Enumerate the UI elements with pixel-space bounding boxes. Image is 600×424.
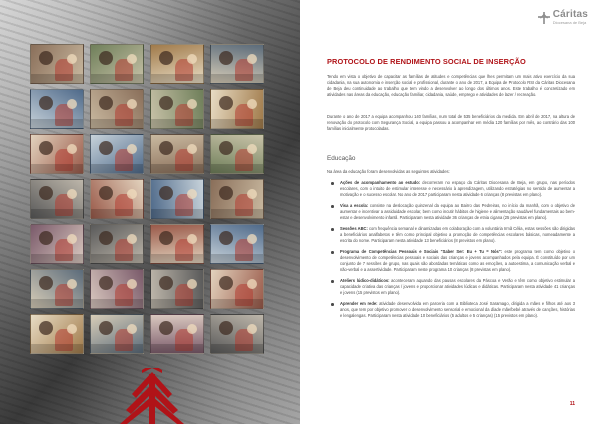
collage-photo: [210, 89, 264, 129]
collage-photo: [30, 44, 84, 84]
caritas-cross-icon: [538, 12, 550, 24]
page-title: PROTOCOLO DE RENDIMENTO SOCIAL DE INSERÇÃO: [327, 57, 526, 66]
collage-photo: [90, 89, 144, 129]
activity-name: Ações de acompanhamento ao estudo:: [340, 180, 421, 185]
caritas-cross-logo-mark: [118, 368, 186, 424]
collage-photo: [210, 134, 264, 174]
logo-subtitle: Diocesana de Beja: [552, 20, 587, 25]
page-number: 11: [569, 401, 575, 407]
activity-name: Sessões ABC:: [340, 226, 368, 231]
collage-photo: [30, 269, 84, 309]
collage-photo: [210, 224, 264, 264]
right-page-text: [300, 0, 600, 424]
collage-photo: [90, 179, 144, 219]
collage-photo: [150, 134, 204, 174]
activity-item: [330, 180, 575, 198]
collage-photo: [90, 314, 144, 354]
collage-photo: [30, 134, 84, 174]
collage-photo: [210, 44, 264, 84]
collage-photo: [90, 224, 144, 264]
collage-photo: [150, 224, 204, 264]
collage-photo: [210, 314, 264, 354]
collage-photo: [150, 269, 204, 309]
collage-photo: [90, 269, 144, 309]
activity-name: Aprender em rede:: [340, 301, 378, 306]
collage-photo: [30, 179, 84, 219]
activity-name: Programa de Competências Pessoais e Sociais "Saber Ser: Eu + Tu = Nós":: [340, 249, 503, 254]
collage-photo: [30, 314, 84, 354]
activity-description: atividade desenvolvida em parceria com a Biblioteca José Saramago, dirigida a mães e filhos até aos 3 anos, que tem por objetivo promover o desenvolvimento sensorial e emocional da díade mãe/bebé através de canções, histórias e lengalengas. Participaram nesta atividade 10 beneficiários (5 adultos e 5 crianças) (15 previstos em plano).: [340, 301, 576, 318]
activity-item: [330, 249, 575, 273]
photo-grid: [30, 44, 264, 354]
activity-description: este programa tem como objetivo o desenvolvimento de competências pessoais e sociais das crianças e jovens acompanhados pela equipa. É constituído por um conjunto de 7 sessões de grupo, nas quais são abordadas temáticas como as emoções, a autoestima, a comunicação verbal e não-verbal e a assertividade. Participaram neste programa 10 crianças (8 previstas em plano).: [340, 249, 575, 272]
activity-description: decorreram no espaço da Cáritas Diocesana de Beja, em grupo, nas períodos escolares, com o intuito de estimular interesse e necessário à aprendizagem, utilizando estratégias no sentido de aumentar a motivação e o sucesso escolar. No ano de 2017 participaram nesta atividade 6 crianças (8 previstas em plano).: [340, 180, 575, 197]
collage-photo: [150, 314, 204, 354]
caritas-logo: [538, 10, 588, 25]
collage-photo: [210, 269, 264, 309]
paragraph-intro: Tendo em vista o objetivo de capacitar as famílias de atitudes e competências que lhes permitam um mais ativo exercício da sua cidadania, na sua autonomia e inserção social e profissional, durante o ano de 2017, a Equipa de Protocolo RSI da Cáritas Diocesana de Beja deu continuidade ao trabalho que tem vindo a desenvolver ao longo dos últimos anos. Este trabalho é concretizado em atividades nas áreas da educação, educação familiar, cidadania, saúde, emprego e atividades de lazer / recreação.: [327, 74, 575, 97]
logo-name: Cáritas: [552, 9, 588, 20]
activity-name: Visa a escola:: [340, 203, 369, 208]
collage-photo: [90, 134, 144, 174]
section-title-education: Educação: [327, 155, 356, 162]
activity-description: consiste na deslocação quinzenal da equipa ao Bairro das Pedreiras, no início da manhã, com o objetivo de aumentar e incentivar a assiduidade escolar, bem como incutir hábitos de higiene e alimentação saudável fundamentais ao bem-estar e desenvolvimento infantil. Participaram nesta atividade 36 crianças de etnia cigana (25 previstas em plano).: [340, 203, 575, 220]
activity-item: [330, 278, 575, 296]
collage-photo: [150, 89, 204, 129]
activities-list: [330, 180, 575, 324]
activity-description: com frequência semanal e dinamizadas em colaboração com a voluntária Irmã Célia, estas sessões são dirigidas a beneficiários analfabetos e têm como principal objetivo a promoção de competências escolares básicas, nomeadamente a escrita do nome. Participaram nesta atividade 13 beneficiários (8 previstos em plano).: [340, 226, 575, 243]
collage-photo: [90, 44, 144, 84]
collage-photo: [30, 89, 84, 129]
activity-item: [330, 226, 575, 244]
collage-photo: [150, 179, 204, 219]
activity-description: aconteceram aquando das pausas escolares da Páscoa e Verão e têm como objetivo estimular a capacidade criativa das crianças / jovens e proporcionar atividades lúdicas e didáticas. Participaram nesta atividade 41 crianças e jovens (15 previstos em plano).: [340, 278, 576, 295]
paragraph-families: Durante o ano de 2017 a equipa acompanhou 140 famílias, num total de 535 beneficiários da medida. Em abril de 2017, na altura de renovação do protocolo com Segurança Social, a equipa passou a acompanhar em média 120 famílias por mês, ao contrário das 100 famílias inicialmente protocoladas.: [327, 114, 575, 131]
activity-item: [330, 203, 575, 221]
activity-name: Ateliers lúdico-didáticos:: [340, 278, 390, 283]
collage-photo: [150, 44, 204, 84]
collage-photo: [210, 179, 264, 219]
activity-item: [330, 301, 575, 319]
section-intro: Na área da educação foram desenvolvidas as seguintes atividades:: [327, 169, 450, 174]
collage-photo: [30, 224, 84, 264]
